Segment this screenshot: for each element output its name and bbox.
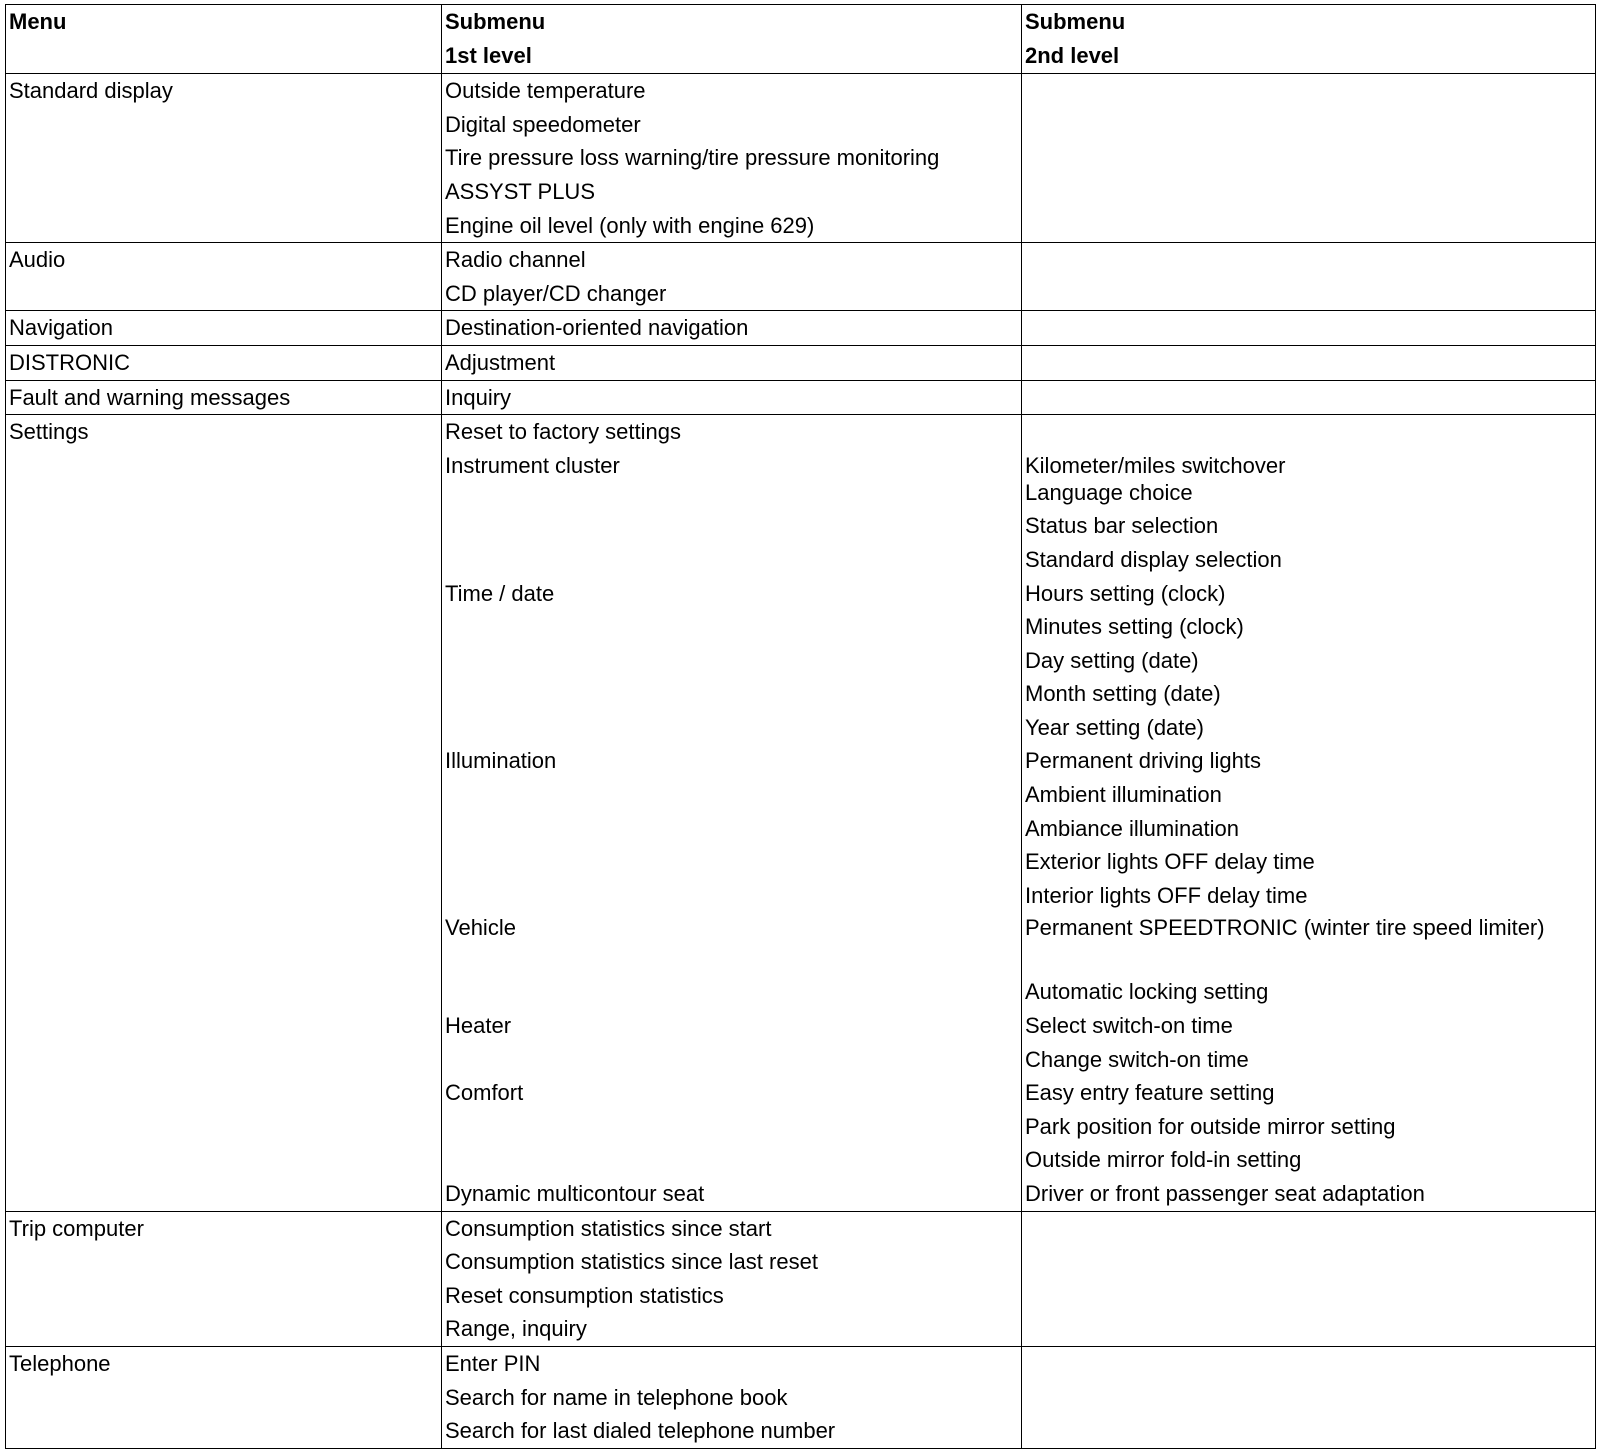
submenu-1st-level-item: Heater	[445, 1013, 512, 1039]
submenu-2nd-level-item: Select switch-on time	[1025, 1013, 1233, 1039]
submenu-1st-level-item: Comfort	[445, 1080, 524, 1106]
table-row	[6, 415, 1596, 1211]
submenu-1st-level-item: Destination-oriented navigation	[445, 315, 749, 341]
submenu-1st-level-item: Tire pressure loss warning/tire pressure monitoring	[445, 145, 940, 171]
submenu-1st-level-item: Inquiry	[445, 384, 512, 410]
menu-cell	[6, 1346, 442, 1448]
menu-label: DISTRONIC	[9, 349, 130, 375]
submenu-2nd-level-item: Automatic locking setting	[1025, 979, 1269, 1005]
table-header-row	[6, 5, 1596, 74]
menu-label: Telephone	[9, 1350, 111, 1376]
submenu-2nd-level-item: Status bar selection	[1025, 513, 1219, 539]
submenu-1st-level-item	[445, 879, 1018, 913]
submenu-1st-level-item	[445, 644, 1018, 678]
submenu-2nd-level-item: Park position for outside mirror setting	[1025, 1113, 1396, 1139]
submenu-2nd-level-item: Kilometer/miles switchover	[1025, 452, 1286, 478]
submenu-2nd-level-item: Year setting (date)	[1025, 714, 1204, 740]
submenu-2nd-level-cell	[1022, 1211, 1596, 1346]
submenu-1st-level-item: Reset to factory settings	[445, 419, 681, 445]
submenu-1st-level-item: Dynamic multicontour seat	[445, 1181, 705, 1206]
submenu-2nd-level-item: Change switch-on time	[1025, 1046, 1249, 1072]
table-row	[6, 345, 1596, 380]
menu-cell	[6, 74, 442, 243]
submenu-1st-level-item: Outside temperature	[445, 78, 646, 104]
submenu-2nd-level-cell	[1022, 311, 1596, 346]
submenu-1st-level-item: Time / date	[445, 580, 555, 606]
table-row	[6, 243, 1596, 311]
table-row	[6, 1346, 1596, 1448]
submenu-1st-level-cell	[442, 1346, 1022, 1448]
submenu-1st-level-cell	[442, 74, 1022, 243]
submenu-2nd-level-item: Ambiance illumination	[1025, 815, 1239, 841]
submenu-1st-level-item: Radio channel	[445, 247, 586, 273]
submenu-2nd-level-cell	[1022, 380, 1596, 415]
submenu-1st-level-cell	[442, 380, 1022, 415]
submenu-1st-level-item	[445, 778, 1018, 812]
submenu-1st-level-item: Consumption statistics since last reset	[445, 1249, 818, 1275]
submenu-1st-level-item	[445, 711, 1018, 745]
submenu-1st-level-item: Reset consumption statistics	[445, 1282, 724, 1308]
header-menu: Menu	[6, 5, 442, 74]
submenu-2nd-level-cell	[1022, 243, 1596, 311]
submenu-1st-level-item: Engine oil level (only with engine 629)	[445, 212, 815, 238]
submenu-1st-level-item: Range, inquiry	[445, 1316, 587, 1342]
menu-cell	[6, 1211, 442, 1346]
table-row	[6, 380, 1596, 415]
submenu-1st-level-item: Consumption statistics since start	[445, 1215, 772, 1241]
submenu-1st-level-cell	[442, 243, 1022, 311]
menu-label: Settings	[9, 419, 89, 445]
submenu-1st-level-item	[445, 543, 1018, 577]
submenu-2nd-level-item: Interior lights OFF delay time	[1025, 882, 1308, 908]
submenu-1st-level-item: ASSYST PLUS	[445, 178, 595, 204]
submenu-1st-level-item: Adjustment	[445, 349, 556, 375]
submenu-2nd-level-item: Easy entry feature setting	[1025, 1080, 1275, 1106]
table-row	[6, 311, 1596, 346]
menu-label: Standard display	[9, 78, 173, 104]
submenu-1st-level-item: Search for name in telephone book	[445, 1384, 788, 1410]
menu-cell	[6, 345, 442, 380]
submenu-1st-level-item	[445, 845, 1018, 879]
submenu-2nd-level-item: Hours setting (clock)	[1025, 580, 1226, 606]
table-body	[6, 74, 1596, 1449]
submenu-1st-level-item: Vehicle	[445, 915, 516, 941]
submenu-2nd-level-item	[1025, 415, 1592, 449]
submenu-1st-level-item	[445, 677, 1018, 711]
submenu-2nd-level-item: Driver or front passenger seat adaptation	[1025, 1181, 1425, 1206]
submenu-2nd-level-item: Outside mirror fold-in setting	[1025, 1147, 1302, 1173]
submenu-2nd-level-cell	[1022, 1346, 1596, 1448]
submenu-2nd-level-cell	[1022, 345, 1596, 380]
submenu-1st-level-item	[445, 1110, 1018, 1144]
menu-cell	[6, 380, 442, 415]
submenu-1st-level-item	[445, 610, 1018, 644]
submenu-1st-level-item: Search for last dialed telephone number	[445, 1418, 836, 1444]
submenu-1st-level-item	[445, 975, 1018, 1009]
submenu-1st-level-item	[445, 812, 1018, 846]
submenu-2nd-level-cell	[1022, 415, 1596, 1211]
header-submenu-1st-level: Submenu 1st level	[442, 5, 1022, 74]
submenu-2nd-level-item: Permanent SPEEDTRONIC (winter tire speed limiter)	[1025, 915, 1545, 941]
submenu-1st-level-item: Enter PIN	[445, 1350, 541, 1376]
submenu-2nd-level-item: Language choice	[1025, 479, 1193, 505]
header-submenu-2nd-level: Submenu 2nd level	[1022, 5, 1596, 74]
menu-cell	[6, 243, 442, 311]
submenu-2nd-level-cell	[1022, 74, 1596, 243]
table-row	[6, 1211, 1596, 1346]
submenu-1st-level-item: Instrument cluster	[445, 452, 620, 478]
submenu-1st-level-cell	[442, 1211, 1022, 1346]
submenu-1st-level-item: Digital speedometer	[445, 111, 641, 137]
submenu-2nd-level-item: Ambient illumination	[1025, 782, 1222, 808]
submenu-1st-level-item	[445, 1143, 1018, 1177]
menu-structure-table	[5, 4, 1596, 1449]
submenu-1st-level-item	[445, 476, 1018, 510]
submenu-1st-level-item	[445, 509, 1018, 543]
submenu-1st-level-cell	[442, 311, 1022, 346]
menu-cell	[6, 311, 442, 346]
submenu-1st-level-item: Illumination	[445, 748, 557, 774]
submenu-2nd-level-item: Minutes setting (clock)	[1025, 614, 1244, 640]
submenu-1st-level-item	[445, 1043, 1018, 1077]
menu-label: Navigation	[9, 315, 113, 341]
submenu-1st-level-cell	[442, 415, 1022, 1211]
submenu-2nd-level-item: Exterior lights OFF delay time	[1025, 849, 1315, 875]
submenu-2nd-level-item: Standard display selection	[1025, 546, 1282, 572]
menu-label: Trip computer	[9, 1215, 144, 1241]
submenu-2nd-level-item: Month setting (date)	[1025, 681, 1221, 707]
table-row	[6, 74, 1596, 243]
menu-label: Audio	[9, 247, 66, 273]
submenu-2nd-level-item: Permanent driving lights	[1025, 748, 1262, 774]
submenu-2nd-level-item: Day setting (date)	[1025, 647, 1199, 673]
menu-cell	[6, 415, 442, 1211]
menu-label: Fault and warning messages	[9, 384, 291, 410]
submenu-1st-level-item: CD player/CD changer	[445, 280, 667, 306]
submenu-1st-level-cell	[442, 345, 1022, 380]
